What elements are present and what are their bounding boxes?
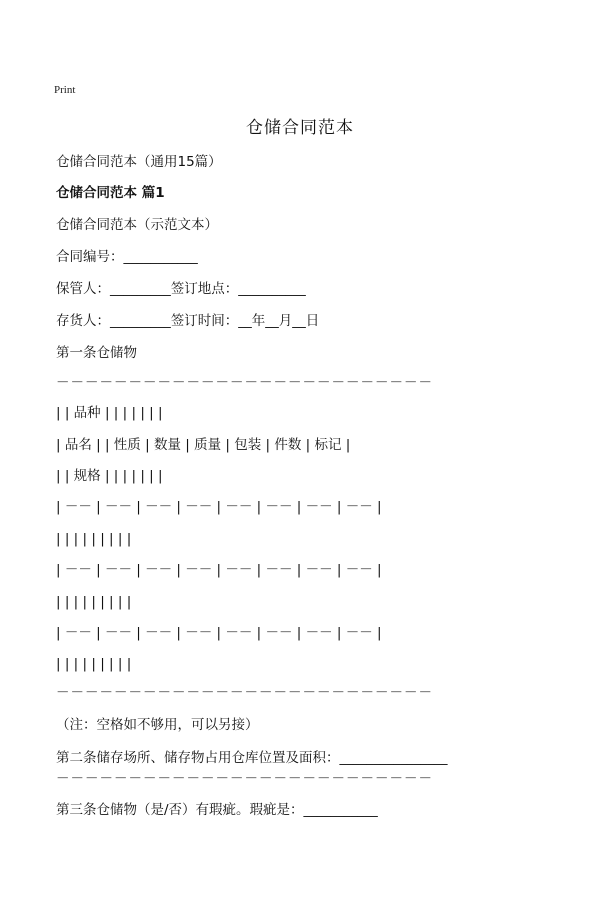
template-label: 仓储合同范本（示范文本） <box>56 217 218 233</box>
custodian-line: 保管人：_________签订地点：__________ <box>56 281 306 297</box>
contract-number-line: 合同编号：___________ <box>56 249 198 265</box>
depositor-line: 存货人：_________签订时间：__年__月__日 <box>56 313 320 329</box>
table-row: | 品名 | | 性质 | 数量 | 质量 | 包装 | 件数 | 标记 | <box>56 437 351 453</box>
subtitle-line: 仓储合同范本（通用15篇） <box>56 154 222 170</box>
table-row: | －－ | －－ | －－ | －－ | －－ | －－ | －－ | －－ | <box>56 625 382 641</box>
article-three-line: 第三条仓储物（是/否）有瑕疵。瑕疵是：___________ <box>56 802 378 818</box>
print-label: Print <box>54 84 76 96</box>
table-row: | | 规格 | | | | | | | <box>56 468 163 484</box>
document-title: 仓储合同范本 <box>246 118 354 138</box>
article-two-line: 第二条储存场所、储存物占用仓库位置及面积：________________ <box>56 750 448 766</box>
table-row: | | | | | | | | | <box>56 594 132 610</box>
article-two-continuation: －－－－－－－－－－－－－－－－－－－－－－－－－－ <box>56 771 433 787</box>
table-row: | | | | | | | | | <box>56 656 132 672</box>
table-row: | －－ | －－ | －－ | －－ | －－ | －－ | －－ | －－ | <box>56 562 382 578</box>
table-row: | | | | | | | | | <box>56 531 132 547</box>
table-row: | －－ | －－ | －－ | －－ | －－ | －－ | －－ | －－ | <box>56 499 382 515</box>
table-row: | | 品种 | | | | | | | <box>56 405 163 421</box>
table-border-bottom: －－－－－－－－－－－－－－－－－－－－－－－－－－ <box>56 685 433 701</box>
table-border-top: －－－－－－－－－－－－－－－－－－－－－－－－－－ <box>56 375 433 391</box>
table-note: （注：空格如不够用，可以另接） <box>56 717 259 733</box>
article-one-heading: 第一条仓储物 <box>56 345 137 361</box>
section-heading: 仓储合同范本 篇1 <box>56 185 165 201</box>
